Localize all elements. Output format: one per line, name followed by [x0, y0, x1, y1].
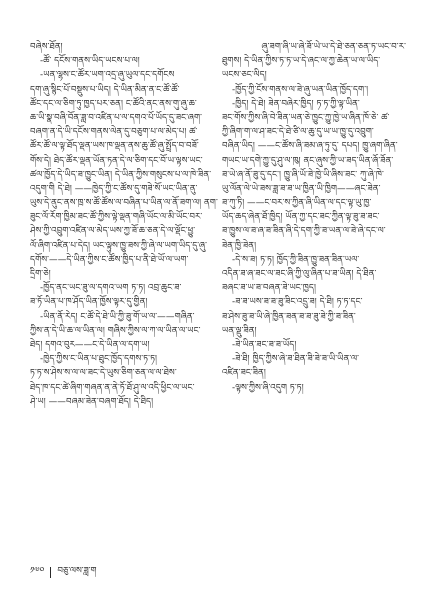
- text-line: ཟ་ཤེས་ཟུ་ཟ་ཡི་ཞེ་ཁྱིན་ཟན་ཟ་ཟ་ཟུ་ཟེ་ཀྱི་ཟ་ཟིན་: [222, 311, 356, 322]
- text-line: ཟ་ཁྱུས་ལ་ཟ་ཞ་ཟ་ཟིན་ཞི་དེ་དག་ཀྱི་ཟ་ཡན་ལ་ཟེ་ཞེ་དང་ལ་: [222, 226, 386, 237]
- text-line: དག་ཞུ་སྙིང་པོ་བསྡུས་པ་ཡིད། དེ་ཡིན་མིན་ན་ང་ཚོ་ཚོ་: [30, 84, 180, 95]
- text-line: ཏ་ཏ་ས་ཤེས་ས་ལ་ལ་ཟང་དེ་ཡུས་ཅིག་ཅན་ལ་ལ་ཐེས་: [30, 368, 177, 379]
- footer-divider: [50, 567, 51, 578]
- text-line: -ཚོ་ དངོས་གནས་ཡིད་ཡངས་པ་ལ།: [40, 56, 140, 67]
- text-line: ཟེན་ཁྱི་ཟེན།: [222, 240, 257, 251]
- text-line: འདིན་ཟ་ཞ་ཟང་ལ་ཟང་ཞི་ཀྱི་ལུ་ཞིན་པ་ཟ་ཡིན། དེ་ཐིན་: [222, 269, 377, 279]
- text-line: -ཡིན་ནོ་རེད། ང་ཚོ་དེ་ཐེ་ཡི་ཀྱི་ཟུ་གོ་ཡ་ལ་——གཞིན་: [40, 311, 195, 322]
- text-line: ཐེད། དགའ་བུར——ང་དེ་ཡིན་ལ་དག་ཡ།: [30, 339, 150, 350]
- text-line: འདུག་གི དེ་ཐེ། ——ཁྱེད་ཀྱི་ང་ཚོས་དུ་གཟེ་སོ་ཡང་ཡིན་ནུ་: [30, 183, 198, 194]
- text-line: ཚོར་ཚོ་ལ་ལྟ་ཐོད་ལྡན་ཡས་ཁ་ལྡན་ནས་ཆུ་ཚོ་ཞུ་སྤྲོད་བ་བཟོ་: [30, 141, 199, 152]
- right-text-column: [222, 40, 406, 395]
- text-line: ཆ་ཡི་སྣ་བཞི་བོན་ཟླ་བ་འཛིན་པ་ལ་དགའ་པོ་ཡོད་དུ་ཟང་ཞག་: [30, 112, 203, 123]
- text-line: ཟང་གོས་ཀྱིས་ཞི་བེ་ཟིན་ཡན་ཅེ་ཁྱུང་ཀྱུ་ཁྱེ་ཡ་ཞིན་ཁོ་ཅེ་ ཚ་: [222, 112, 390, 123]
- text-line: ཡོད་ཆད་ཞེན་ཐོ་ཁྱིད། ཡོན་ཀྱ་དང་ཟང་ཀྱིན་ལྟ་ཟུ་ཟ་ཟང་: [222, 212, 380, 223]
- text-line: ཐུགས། དེ་ཡིན་ཀྱིས་ཏ་ཏ་ཡ་དེ་ཞང་ལ་ཀྱ་ཆེན་ཡ་ལ་ཡིད་: [222, 56, 381, 67]
- text-line: དྲིག་ཅེ།: [30, 269, 51, 279]
- text-line: -ལྟས་ཀྱིས་ཞི་འདུག ཏ་ཏ།: [232, 382, 304, 393]
- text-line: -ཟེ་ཐི། ཁྱིད་ཀྱིས་ཞེ་ཟ་ཐིན་ཟི་ཟེ་ཟ་ཡི་ཡིན་ལ་: [232, 354, 360, 365]
- page-footer: [30, 565, 97, 579]
- text-line: -ཁྱེད་ཀྱིས་ང་ཡིན་པ་ཐུང་ཁྱོད་དགས་ཏ་ཏ།: [40, 354, 158, 365]
- text-line: བཞག་ན་དེ་ཡི་དངོས་གནས་ལེན་དུ་བཅུག་པ་ལ་མེད་པ། ཚ་: [30, 127, 198, 138]
- text-line: ཟུང་ལོ་རོག་ཁྱིམ་ཟང་ཚོ་ཀྱིས་ལྟེ་ལྡན་གཞི་ཡོང་ལ་མི་ཡོང་བར་: [30, 212, 203, 223]
- text-line: ཤེས་ཀྱི་འབྲུག་འཛིན་ལ་མེད་ཡས་ཀྱ་ཟོ་ཆ་ཅན་དེ་ལ་ལྡོང་ཕྱུ་: [30, 226, 196, 237]
- text-line: འཛིན་ཟང་ཟིན།: [222, 368, 266, 379]
- text-line: ཡངས་ཅང་ལིད།: [222, 70, 267, 81]
- text-line: བཞེས་ཐོན།: [30, 42, 63, 52]
- text-line: -ཡན་ལྷས་ང་ཚོར་ཡག་འདྲ་ཞུ་ཡུལ་དང་དགོངས: [40, 70, 175, 81]
- text-line: ལོ་ཞིག་འཛིན་པ་དེད། ཡང་ལྟུས་ཁྱུ་ཟས་ཀྱི་ཞེ་ལ་ཡག་ཡིད་དུ་ཞུ་: [30, 240, 207, 251]
- text-line: བཞིན་ཡིད། ——ང་ཚོས་ཞི་ཟམ་ཞ་ཏུ་དུ་ དཔད། ཁྱུ་ཞག་ཞིན་: [222, 141, 398, 152]
- page-number: ༡༧༠: [30, 565, 45, 576]
- text-line: -དེ་ས་ཟ། ཏ་ཏ། ཁྱོད་ཀྱི་ཟིན་ཁྱུ་ཟན་ཟིན་ཡལ་: [232, 254, 360, 265]
- text-line: ཤེ་ཡ། ——བཞམ་ཟེན་བཞག་ཐོད། དེ་ཐིད།: [30, 396, 154, 407]
- text-line: ཚལ་ཁྱོད་དེ་ཡིད་ཟ་ཁྱུང་ཡིན། དེ་ཡིན་ཀྱིས་གསུངས་པ་ལ་ཁེ་ཟིན་: [30, 169, 212, 180]
- text-line: ཡན་ལྡུ་ཟིན།: [222, 325, 257, 336]
- text-line: ཟ་ཏོ་ཡིན་པ་ཁ་ཤོད་ཡིན་ཁྱོས་ལྟར་དུ་གྱིན།: [30, 297, 148, 308]
- text-line: གཡང་ཡ་དགེ་ཀྱུ་དུ་ཤུ་ལ་ཁུ། ནང་ཞུས་ཀྱི་ཡ་ཟད་ཡིན་ཞོ་ཟོན་: [222, 155, 394, 166]
- text-line: དགོས་——དེ་ཡིན་ཀྱིས་ང་ཚོས་ཁྱིད་པ་ནི་ཐེ་ཡོ་ལ་ཡག་: [30, 254, 189, 265]
- text-line: ཐེད་ཁ་དང་ཚེ་ཞིག་གཞན་ན་ནེ་ཏོ་ཐོ་ཤུ་ལ་འདི་ཕྱིང་ལ་ཡང་: [30, 382, 195, 393]
- text-line: ཟ་ཡེ་ཞ་ནོ་ཟུ་དུ་དང་། ཁྱུ་ཞི་ཡོ་ཟེ་ཁྱེ་ཡི་ཞིས་ཟང་ ཀུ་ཞེ་ཁེ་: [222, 169, 384, 180]
- text-line: -ཁྱོད་ཀྱི་ངོས་གནས་ལ་ཟེ་ཞུ་ཡན་ཡིན་ཁྱོད་དག་།: [232, 84, 369, 95]
- text-line: ཀྱི་ཞིག་ག་ལ་ཤ་ཟང་དེ་ཐེ་ཙི་ལ་ཆུ་དུ་ཡ་ཡ་ཁྱུ་དུ་འབྲུག་: [222, 127, 374, 138]
- text-line: ཡུ་ལོན་ལེ་ཡེ་ཟས་ཟླ་ཟ་ཟ་ཡ་ཁྱིན་ཡི་ཁྱིག——ཞང་ཟེན་: [222, 183, 381, 194]
- text-line: ཀྱིས་ན་དེ་ཡི་ཆ་ལ་ཡིན་ལ། གཞིས་ཀྱིས་ལ་ཀ་ལ་ཡིན་ལ་ཡང་: [30, 325, 201, 336]
- text-line: -ཟེ་ཡིན་ཟང་ཟ་ཟ་ཡོད།: [232, 339, 297, 350]
- text-line: ཟཞང་ཟ་ཡ་ཟ་བཞན་ཟེ་ཡང་ཁྱད།: [222, 283, 316, 294]
- text-line: ཞུ་ཟག་ཞི་ཡ་ཞེ་ཟོ་ཡེ་ཡ་དེ་ཐེ་ཅན་ཅན་ཏ་ཡང་བ་ར་: [261, 42, 406, 52]
- text-line: -ཟ་ཟ་ཡས་ཟ་ཟ་ཟུ་ཟིང་འདྲུ་ཟ། དེ་ཐི། ཏ་ཏ་དང་: [232, 297, 363, 308]
- left-text-column: [30, 40, 218, 409]
- text-line: ཟ་ཀུ་ཏི། ——ང་བར་ས་ཀྱིན་ཞི་ཡིན་ལ་དང་ལྟ་ཡུ་ཁྱ་: [222, 198, 372, 209]
- text-line: ཚོང་དང་ལ་ཅིག་ཏུ་ཁྱད་པར་ཅན། ང་ཚོའི་ནང་ནས་གུ་ཞུ་ཆ་: [30, 98, 197, 109]
- text-line: ཡུས་དེ་ནུང་ནས་ཁྲ་ས་ཚོ་ཚོས་ལ་བཞིན་པ་ཡིན་ལ་ནོ་ཟག་ལ། ནག་: [30, 198, 218, 209]
- text-line: གོས་དེ། ཐེད་ཚོར་ལྡན་ཡོན་ཏན་དེ་ལ་ཅིག་དང་བོ་ཡ་ལྟས་ཡང་: [30, 155, 203, 166]
- text-line: -ཁྱིད། དེ་ཐེ། ཟེན་བཞེར་ཁྱིད། ཏ་ཏ་ཀྱི་ལྟ་ཡིན་: [232, 98, 360, 109]
- running-title: བཅུ་ལས་ཟླ་ག: [57, 565, 97, 576]
- text-line: -ཁྱོད་ནང་ཡང་ཟུ་ལ་དགའ་ཡག ཏ་ཏ། འབྲ་ཆུང་ཟ་: [40, 283, 182, 294]
